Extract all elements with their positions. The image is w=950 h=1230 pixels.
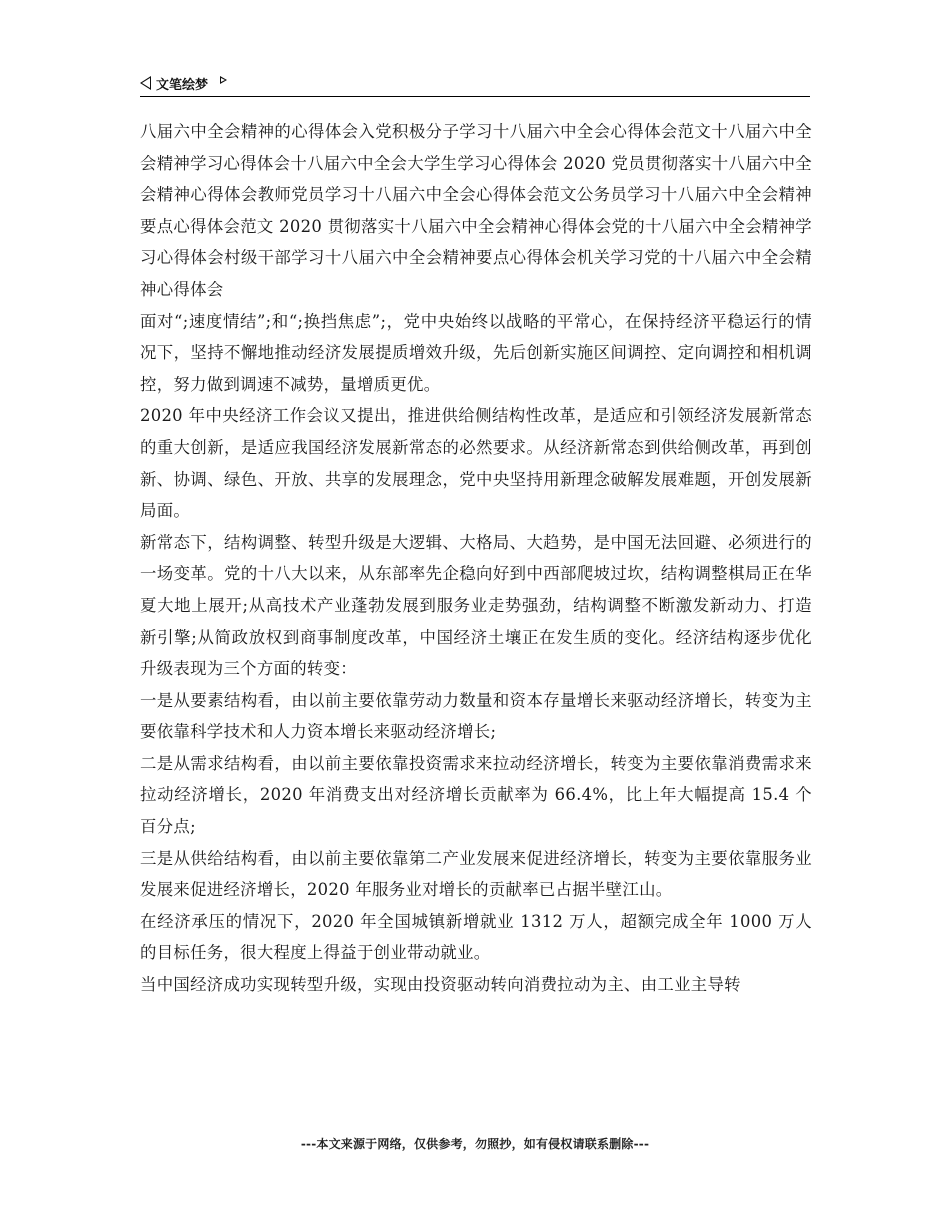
paragraph: 面对“;速度情结”;和“;换挡焦虑”;，党中央始终以战略的平常心，在保持经济平稳运行的情况下，坚持不懈地推动经济发展提质增效升级，先后创新实施区间调控、定向调控和相机调控，努力做到调速不减势，量增质更优。 [140, 311, 812, 394]
footer-disclaimer: ---本文来源于网络，仅供参考，勿照抄，如有侵权请联系删除--- [300, 1137, 650, 1151]
header-title: 文笔绘梦 [156, 77, 209, 93]
paragraph: 当中国经济成功实现转型升级，实现由投资驱动转向消费拉动为主、由工业主导转 [140, 975, 741, 995]
triangle-right-icon [220, 76, 227, 84]
paragraph: 一是从要素结构看，由以前主要依靠劳动力数量和资本存量增长来驱动经济增长，转变为主要依靠科学技术和人力资本增长来驱动经济增长; [140, 690, 812, 742]
paragraph-keywords: 八届六中全会精神的心得体会入党积极分子学习十八届六中全会心得体会范文十八届六中全会精神学习心得体会十八届六中全会大学生学习心得体会 2020 党员贯彻落实十八届六中全会精神心得体会教师党员学习十八届六中全会心得体会范文公务员学习十八届六中全会精神要点心得体会范文 2020 贯彻落实十八届六中全会精神心得体会党的十八届六中全会精神学习心得体会村级干部学习十八届六中全会精神要点心得体会机关学习党的十八届六中全会精神心得体会 [140, 122, 812, 299]
document-header [140, 72, 810, 94]
triangle-left-icon [140, 76, 151, 90]
paragraph: 三是从供给结构看，由以前主要依靠第二产业发展来促进经济增长，转变为主要依靠服务业发展来促进经济增长，2020 年服务业对增长的贡献率已占据半壁江山。 [140, 848, 812, 900]
paragraph: 2020 年中央经济工作会议又提出，推进供给侧结构性改革，是适应和引领经济发展新常态的重大创新，是适应我国经济发展新常态的必然要求。从经济新常态到供给侧改革，再到创新、协调、绿色、开放、共享的发展理念，党中央坚持用新理念破解发展难题，开创发展新局面。 [140, 406, 812, 521]
header-divider [140, 96, 810, 97]
paragraph: 新常态下，结构调整、转型升级是大逻辑、大格局、大趋势，是中国无法回避、必须进行的一场变革。党的十八大以来，从东部率先企稳向好到中西部爬坡过坎，结构调整棋局正在华夏大地上展开;从高技术产业蓬勃发展到服务业走势强劲，结构调整不断激发新动力、打造新引擎;从简政放权到商事制度改革，中国经济土壤正在发生质的变化。经济结构逐步优化升级表现为三个方面的转变： [140, 532, 812, 679]
paragraph: 二是从需求结构看，由以前主要依靠投资需求来拉动经济增长，转变为主要依靠消费需求来拉动经济增长，2020 年消费支出对经济增长贡献率为 66.4%，比上年大幅提高 15.4 个百分点; [140, 753, 812, 837]
document-body [140, 116, 812, 1001]
paragraph: 在经济承压的情况下，2020 年全国城镇新增就业 1312 万人，超额完成全年 1000 万人的目标任务，很大程度上得益于创业带动就业。 [140, 911, 812, 963]
